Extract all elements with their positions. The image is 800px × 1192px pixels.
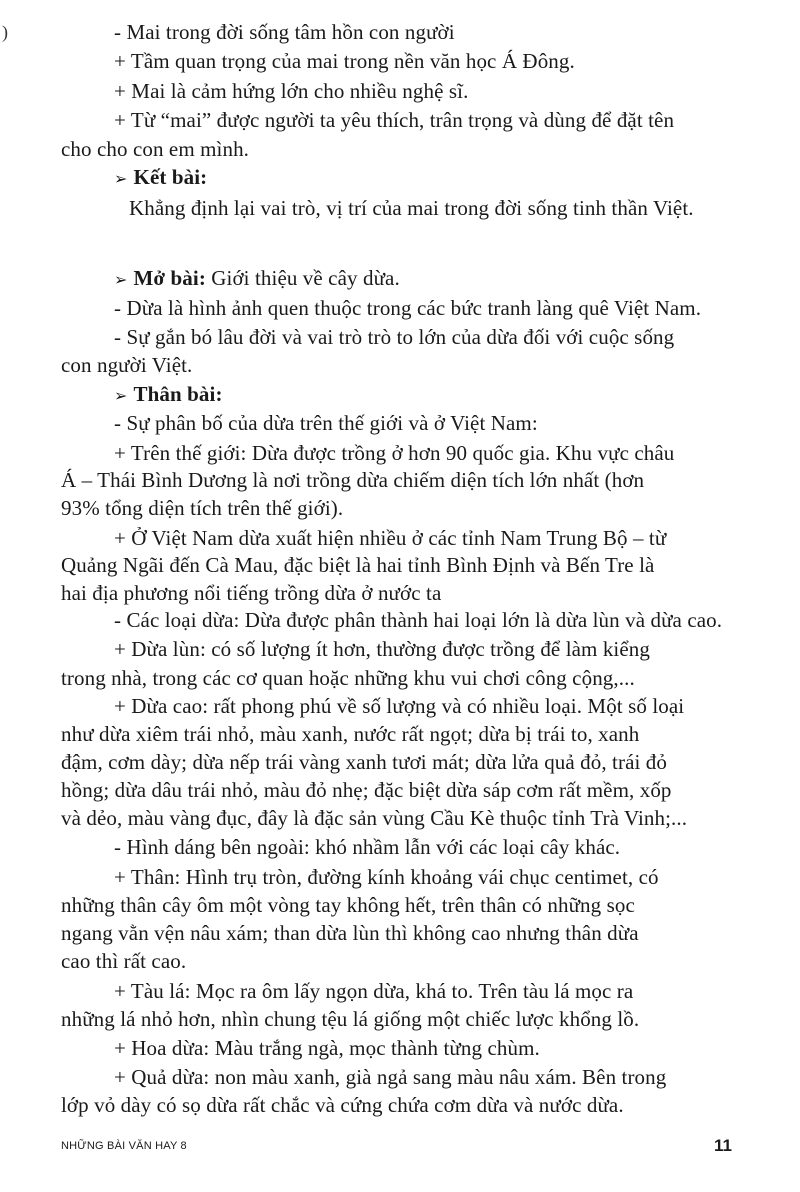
text-line: + Ở Việt Nam dừa xuất hiện nhiều ở các tỉnh Nam Trung Bộ – từ (114, 526, 667, 550)
arrow-bullet-icon: ➢ (114, 169, 128, 188)
page-number: 11 (714, 1136, 732, 1155)
text-line: những thân cây ôm một vòng tay không hết, trên thân có những sọc (61, 893, 635, 917)
text-line: 93% tổng diện tích trên thế giới). (61, 496, 344, 520)
text-line: những lá nhỏ hơn, nhìn chung tệu lá giống một chiếc lược khổng lồ. (61, 1007, 640, 1031)
arrow-bullet-icon: ➢ (114, 386, 128, 405)
text-line: + Dừa cao: rất phong phú về số lượng và có nhiều loại. Một số loại (114, 694, 685, 718)
footer-book-title: NHỮNG BÀI VĂN HAY 8 (61, 1140, 187, 1152)
text-line: cao thì rất cao. (61, 949, 187, 973)
text-line: đậm, cơm dày; dừa nếp trái vàng xanh tươi mát; dừa lửa quả đỏ, trái đỏ (61, 750, 667, 774)
text-line: như dừa xiêm trái nhỏ, màu xanh, nước rất ngọt; dừa bị trái to, xanh (61, 722, 640, 746)
text-line: hồng; dừa dâu trái nhỏ, màu đỏ nhẹ; đặc biệt dừa sáp cơm rất mềm, xốp (61, 778, 672, 802)
text-line: - Sự gắn bó lâu đời và vai trò trò to lớn của dừa đối với cuộc sống (114, 325, 675, 349)
text-line: + Tầm quan trọng của mai trong nền văn học Á Đông. (114, 49, 575, 73)
text-line: lớp vỏ dày có sọ dừa rất chắc và cứng chứa cơm dừa và nước dừa. (61, 1093, 624, 1117)
text-line: - Hình dáng bên ngoài: khó nhầm lẫn với các loại cây khác. (114, 835, 621, 859)
text-line: + Thân: Hình trụ tròn, đường kính khoảng vái chục centimet, có (114, 865, 659, 889)
text-line: Quảng Ngãi đến Cà Mau, đặc biệt là hai tỉnh Bình Định và Bến Tre là (61, 553, 655, 577)
text-line: và dẻo, màu vàng đục, đây là đặc sản vùng Cầu Kè thuộc tỉnh Trà Vinh;... (61, 806, 688, 830)
text-line: - Mai trong đời sống tâm hồn con người (114, 20, 455, 44)
text-line: - Các loại dừa: Dừa được phân thành hai loại lớn là dừa lùn và dừa cao. (114, 608, 723, 632)
text-line: + Tàu lá: Mọc ra ôm lấy ngọn dừa, khá to. Trên tàu lá mọc ra (114, 979, 634, 1003)
text-line: + Mai là cảm hứng lớn cho nhiều nghệ sĩ. (114, 79, 469, 103)
text-line: con người Việt. (61, 353, 193, 377)
text-line: + Dừa lùn: có số lượng ít hơn, thường được trồng để làm kiểng (114, 637, 650, 661)
section-text: Giới thiệu về cây dừa. (211, 266, 400, 290)
text-line: + Trên thế giới: Dừa được trồng ở hơn 90 quốc gia. Khu vực châu (114, 441, 675, 465)
text-line: + Từ “mai” được người ta yêu thích, trân trọng và dùng để đặt tên (114, 108, 675, 132)
text-line: cho cho con em mình. (61, 137, 250, 161)
text-line: hai địa phương nổi tiếng trồng dừa ở nước ta (61, 581, 442, 605)
text-line: - Dừa là hình ảnh quen thuộc trong các bức tranh làng quê Việt Nam. (114, 296, 702, 320)
section-label: Thân bài: (133, 382, 223, 406)
text-line: Khẳng định lại vai trò, vị trí của mai trong đời sống tinh thần Việt. (129, 196, 694, 220)
section-label: Mở bài: (133, 266, 206, 290)
section-mo-bai (114, 264, 400, 294)
section-than-bai (114, 380, 223, 410)
section-label: Kết bài: (133, 165, 208, 189)
text-line: + Quả dừa: non màu xanh, già ngả sang màu nâu xám. Bên trong (114, 1065, 667, 1089)
text-line: trong nhà, trong các cơ quan hoặc những khu vui chơi công cộng,... (61, 666, 635, 690)
text-line: - Sự phân bố của dừa trên thế giới và ở Việt Nam: (114, 411, 538, 435)
text-line: + Hoa dừa: Màu trắng ngà, mọc thành từng chùm. (114, 1036, 540, 1060)
section-ket-bai (114, 163, 207, 193)
arrow-bullet-icon: ➢ (114, 270, 128, 289)
scan-edge-mark: ) (2, 22, 8, 42)
text-line: ngang vằn vện nâu xám; than dừa lùn thì không cao nhưng thân dừa (61, 921, 639, 945)
text-line: Á – Thái Bình Dương là nơi trồng dừa chiếm diện tích lớn nhất (hơn (61, 468, 645, 492)
